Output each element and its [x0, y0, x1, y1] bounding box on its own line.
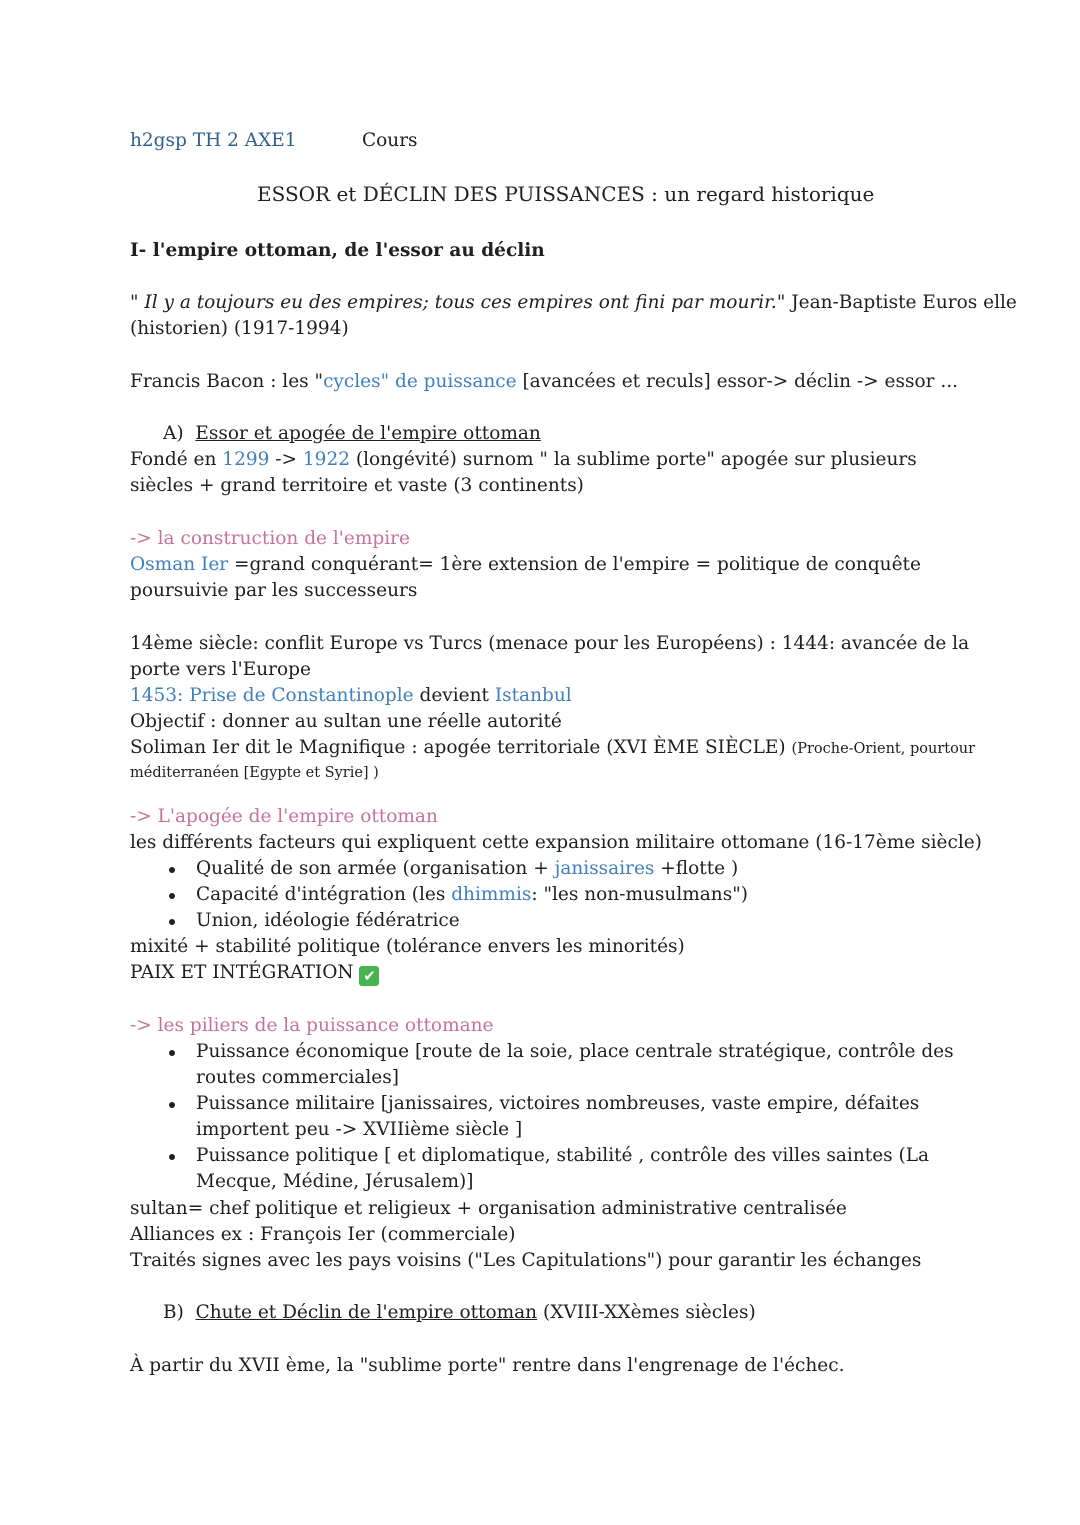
- founding-line-2: siècles + grand territoire et vaste (3 continents): [130, 475, 584, 496]
- prise-constantinople: 1453: Prise de Constantinople: [130, 685, 414, 706]
- quote-line-1: [130, 290, 1017, 316]
- apogee-bullet-2: [196, 882, 748, 908]
- prise-line: [130, 683, 572, 709]
- founding-prefix: Fondé en: [130, 449, 223, 470]
- sultan-line: sultan= chef politique et religieux + organisation administrative centralisée: [130, 1198, 847, 1219]
- osman-line: [130, 552, 921, 578]
- founding-line: [130, 447, 917, 473]
- section-b-line: À partir du XVII ème, la "sublime porte" rentre dans l'engrenage de l'échec.: [130, 1355, 845, 1376]
- bacon-line: [130, 369, 958, 395]
- osman-desc: =grand conquérant= 1ère extension de l'empire = politique de conquête: [228, 554, 921, 575]
- section-b-heading: [163, 1300, 756, 1326]
- section-a-heading: [163, 421, 541, 447]
- section-b-title: Chute et Déclin de l'empire ottoman: [195, 1302, 538, 1323]
- founding-year: 1299: [222, 449, 270, 470]
- apogee-bullet-3: Union, idéologie fédératrice: [196, 908, 460, 934]
- soliman-main: Soliman Ier dit le Magnifique : apogée territoriale (XVI ÈME SIÈCLE): [130, 737, 792, 758]
- century-line-2: porte vers l'Europe: [130, 659, 311, 680]
- quote-text: Il y a toujours eu des empires; tous ces empires ont fini par mourir.: [144, 292, 777, 313]
- paix-line: [130, 960, 379, 986]
- quote-line-2: (historien) (1917-1994): [130, 318, 349, 339]
- part1-heading: I- l'empire ottoman, de l'essor au déclin: [130, 240, 545, 261]
- section-b-letter: B): [163, 1302, 184, 1323]
- bacon-prefix: Francis Bacon : les ": [130, 371, 324, 392]
- piliers-bullet-1: Puissance économique [route de la soie, place centrale stratégique, contrôle des: [196, 1039, 954, 1065]
- devient-text: devient: [413, 685, 495, 706]
- piliers-bullet-2-cont: importent peu -> XVIIième siècle ]: [196, 1119, 523, 1140]
- section-a-title: Essor et apogée de l'empire ottoman: [195, 423, 541, 444]
- apogee-bullet-1: [196, 856, 738, 882]
- apogee-heading: -> L'apogée de l'empire ottoman: [130, 806, 438, 827]
- soliman-line-2: méditerranéen [Egypte et Syrie] ): [130, 765, 379, 781]
- alliances-line: Alliances ex : François Ier (commerciale): [130, 1224, 516, 1245]
- header-course-code: h2gsp TH 2 AXE1: [130, 130, 297, 151]
- piliers-heading: -> les piliers de la puissance ottomane: [130, 1015, 494, 1036]
- soliman-note: (Proche-Orient, pourtour: [791, 741, 976, 757]
- check-icon: ✔: [359, 966, 379, 986]
- bullet-text: Qualité de son armée (organisation +: [196, 858, 555, 879]
- section-b-period: (XVIII-XXèmes siècles): [537, 1302, 756, 1323]
- quote-open: ": [130, 292, 145, 313]
- bacon-rest: [avancées et reculs] essor-> déclin -> essor ...: [516, 371, 958, 392]
- osman-name: Osman Ier: [130, 554, 229, 575]
- objectif-line: Objectif : donner au sultan une réelle autorité: [130, 711, 562, 732]
- paix-text: PAIX ET INTÉGRATION: [130, 962, 360, 983]
- quote-author: " Jean-Baptiste Euros elle: [776, 292, 1017, 313]
- page-title: ESSOR et DÉCLIN DES PUISSANCES : un regard historique: [257, 182, 875, 206]
- founding-arrow: ->: [269, 449, 303, 470]
- piliers-bullet-3-cont: Mecque, Médine, Jérusalem)]: [196, 1171, 474, 1192]
- apogee-intro: les différents facteurs qui expliquent cette expansion militaire ottomane (16-17ème siècle): [130, 832, 982, 853]
- piliers-bullet-1-cont: routes commerciales]: [196, 1067, 399, 1088]
- traites-line: Traités signes avec les pays voisins ("Les Capitulations") pour garantir les échanges: [130, 1250, 922, 1271]
- piliers-bullet-2: Puissance militaire [janissaires, victoires nombreuses, vaste empire, défaites: [196, 1091, 919, 1117]
- construction-heading: -> la construction de l'empire: [130, 528, 410, 549]
- bullet-text: : "les non-musulmans"): [531, 884, 748, 905]
- end-year: 1922: [302, 449, 350, 470]
- header-type: Cours: [362, 130, 418, 151]
- soliman-line: [130, 735, 975, 762]
- bullet-text: Capacité d'intégration (les: [196, 884, 452, 905]
- dhimmis: dhimmis: [451, 884, 532, 905]
- bacon-cycles: cycles" de puissance: [323, 371, 517, 392]
- mixite-line: mixité + stabilité politique (tolérance envers les minorités): [130, 936, 685, 957]
- founding-rest: (longévité) surnom " la sublime porte" apogée sur plusieurs: [350, 449, 917, 470]
- istanbul: Istanbul: [494, 685, 572, 706]
- section-a-letter: A): [163, 423, 184, 444]
- janissaires: janissaires: [554, 858, 655, 879]
- bullet-text: +flotte ): [654, 858, 739, 879]
- osman-line-2: poursuivie par les successeurs: [130, 580, 418, 601]
- century-line-1: 14ème siècle: conflit Europe vs Turcs (menace pour les Européens) : 1444: avancée de la: [130, 633, 970, 654]
- piliers-bullet-3: Puissance politique [ et diplomatique, stabilité , contrôle des villes saintes (La: [196, 1143, 929, 1169]
